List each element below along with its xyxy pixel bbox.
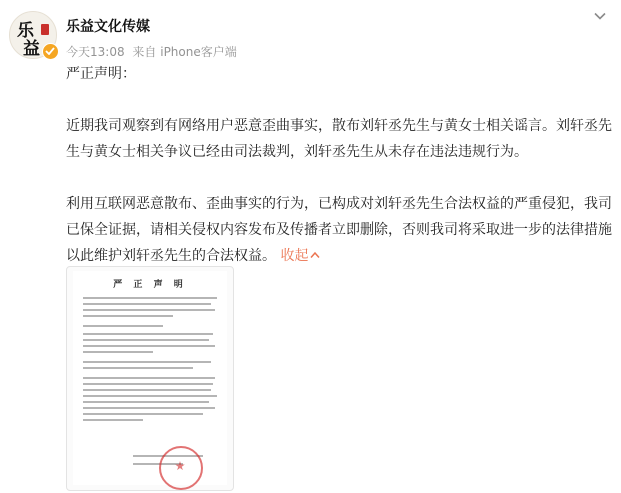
avatar-seal-mark xyxy=(41,24,49,35)
post-paragraph-1: 近期我司观察到有网络用户恶意歪曲事实，散布刘轩丞先生与黄女士相关谣言。刘轩丞先生与黄女士相关争议已经由司法裁判，刘轩丞先生从未存在违法违规行为。 xyxy=(66,118,612,160)
post-time[interactable]: 今天13:08 xyxy=(66,45,125,59)
avatar-char-2: 益 xyxy=(23,39,40,59)
collapse-label: 收起 xyxy=(280,248,309,264)
avatar-char-1: 乐 xyxy=(17,21,34,41)
post-paragraph-2-text: 利用互联网恶意散布、歪曲事实的行为，已构成对刘轩丞先生合法权益的严重侵犯，我司已保全证据，请相关侵权内容发布及传播者立即删除，否则我司将采取进一步的法律措施以此维护刘轩丞先生的合法权益。 xyxy=(66,196,612,264)
statement-document xyxy=(73,271,227,485)
collapse-link[interactable] xyxy=(280,248,320,264)
post-line-1: 严正声明： xyxy=(66,66,136,82)
chevron-up-icon xyxy=(310,251,320,259)
official-seal xyxy=(159,446,203,490)
verified-badge-icon xyxy=(42,43,59,60)
author-name[interactable]: 乐益文化传媒 xyxy=(66,19,150,35)
post-text xyxy=(66,61,614,269)
attached-image[interactable] xyxy=(66,266,234,491)
post-meta xyxy=(66,43,241,60)
post-paragraph-2 xyxy=(66,191,614,269)
post-source: 来自 iPhone客户端 xyxy=(132,45,237,59)
document-title: 严 正 声 明 xyxy=(113,280,187,290)
chevron-down-icon[interactable] xyxy=(592,8,608,28)
